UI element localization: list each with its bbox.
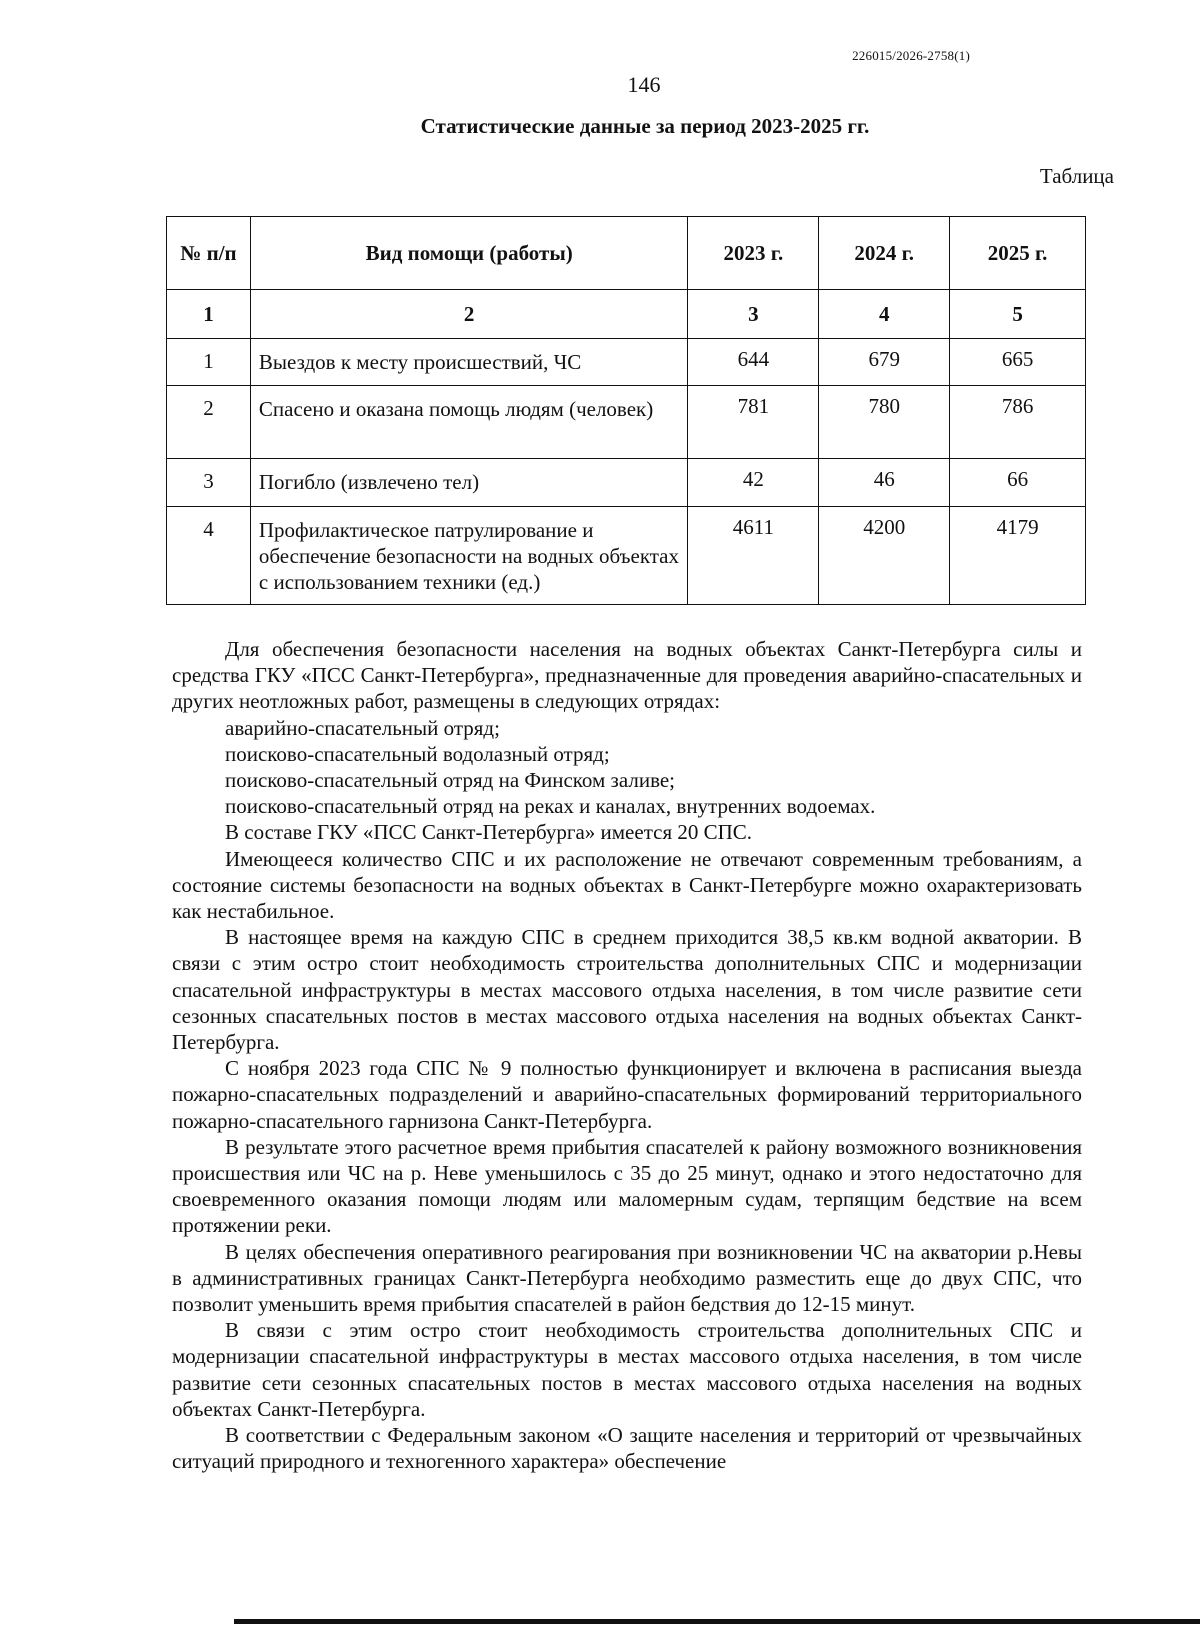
table-row: [167, 507, 1086, 605]
list-item: поисково-спасательный отряд на Финском заливе;: [225, 768, 676, 793]
paragraph: В связи с этим остро стоит необходимость строительства дополнительных СПС и модернизации спасательной инфраструктуры в местах массового отдыха населения, в том числе развитие сети сезонных спасательных постов в местах массового отдыха населения на водных объектах Санкт-Петербурга.: [172, 1318, 1082, 1421]
row-name: Спасено и оказана помощь людям (человек): [250, 386, 688, 459]
column-number: 1: [167, 290, 251, 339]
table-row: [167, 459, 1086, 507]
paragraph: В результате этого расчетное время прибытия спасателей к району возможного возникновения происшествия или ЧС на р. Неве уменьшилось с 35 до 25 минут, однако и этого недостаточно для своевременного оказания помощи людям или маломерным судам, терпящим бедствие на всем протяжении реки.: [172, 1134, 1082, 1238]
value-2025: 786: [950, 386, 1086, 459]
body-text: [172, 636, 1082, 1475]
paragraph: В составе ГКУ «ПСС Санкт-Петербурга» имеется 20 СПС.: [225, 820, 753, 845]
value-2024: 780: [819, 386, 950, 459]
paragraph: В настоящее время на каждую СПС в среднем приходится 38,5 кв.км водной акватории. В связи с этим остро стоит необходимость строительства дополнительных СПС и модернизации спасательной инфраструктуры в местах массового отдыха населения, в том числе развитие сети сезонных спасательных постов в местах массового отдыха населения на водных объектах Санкт-Петербурга.: [172, 925, 1082, 1055]
value-2025: 4179: [950, 507, 1086, 605]
paragraph: В целях обеспечения оперативного реагирования при возникновении ЧС на акватории р.Невы в административных границах Санкт-Петербурга необходимо разместить еще до двух СПС, что позволит уменьшить время прибытия спасателей в район бедствия до 12-15 минут.: [172, 1239, 1082, 1317]
document-id: 226015/2026-2758(1): [852, 48, 970, 63]
header-2025: 2025 г.: [950, 217, 1086, 290]
row-number: 2: [167, 386, 251, 459]
row-number: 3: [167, 459, 251, 507]
value-2023: 781: [688, 386, 819, 459]
paragraph: В соответствии с Федеральным законом «О защите населения и территорий от чрезвычайных ситуаций природного и техногенного характера» обеспечение: [172, 1423, 1082, 1474]
column-number: 4: [819, 290, 950, 339]
table-label: Таблица: [1039, 164, 1114, 188]
paragraph: Для обеспечения безопасности населения на водных объектах Санкт-Петербурга силы и средства ГКУ «ПСС Санкт-Петербурга», предназначенные для проведения аварийно-спасательных и других неотложных работ, размещены в следующих отрядах:: [172, 637, 1082, 714]
column-number: 2: [250, 290, 688, 339]
column-numbers-row: [167, 290, 1086, 339]
value-2023: 644: [688, 339, 819, 386]
table-row: [167, 339, 1086, 386]
value-2025: 665: [950, 339, 1086, 386]
list-item: аварийно-спасательный отряд;: [225, 715, 500, 740]
header-num: № п/п: [167, 217, 251, 290]
header-2024: 2024 г.: [819, 217, 950, 290]
value-2025: 66: [950, 459, 1086, 507]
row-name: Выездов к месту происшествий, ЧС: [250, 339, 688, 386]
scan-edge-line: [234, 1619, 1200, 1624]
value-2023: 4611: [688, 507, 819, 605]
list-item: поисково-спасательный водолазный отряд;: [225, 741, 610, 766]
table-row: [167, 386, 1086, 459]
column-number: 3: [688, 290, 819, 339]
paragraph: С ноября 2023 года СПС № 9 полностью функционирует и включена в расписания выезда пожарно-спасательных подразделений и аварийно-спасательных формирований территориального пожарно-спасательного гарнизона Санкт-Петербурга.: [172, 1056, 1082, 1133]
page-title: Статистические данные за период 2023-2025 гг.: [420, 114, 870, 138]
column-number: 5: [950, 290, 1086, 339]
row-name: Погибло (извлечено тел): [250, 459, 688, 507]
paragraph: Имеющееся количество СПС и их расположение не отвечают современным требованиям, а состояние системы безопасности на водных объектах в Санкт-Петербурге можно охарактеризовать как нестабильное.: [172, 846, 1082, 924]
statistics-table: [166, 216, 1086, 605]
header-type: Вид помощи (работы): [250, 217, 688, 290]
row-number: 1: [167, 339, 251, 386]
value-2024: 46: [819, 459, 950, 507]
table-header-row: [167, 217, 1086, 290]
page-number: 146: [627, 72, 661, 97]
row-name: Профилактическое патрулирование и обеспечение безопасности на водных объектах с использованием техники (ед.): [250, 507, 688, 605]
row-number: 4: [167, 507, 251, 605]
value-2023: 42: [688, 459, 819, 507]
value-2024: 679: [819, 339, 950, 386]
value-2024: 4200: [819, 507, 950, 605]
header-2023: 2023 г.: [688, 217, 819, 290]
list-item: поисково-спасательный отряд на реках и каналах, внутренних водоемах.: [225, 794, 876, 819]
